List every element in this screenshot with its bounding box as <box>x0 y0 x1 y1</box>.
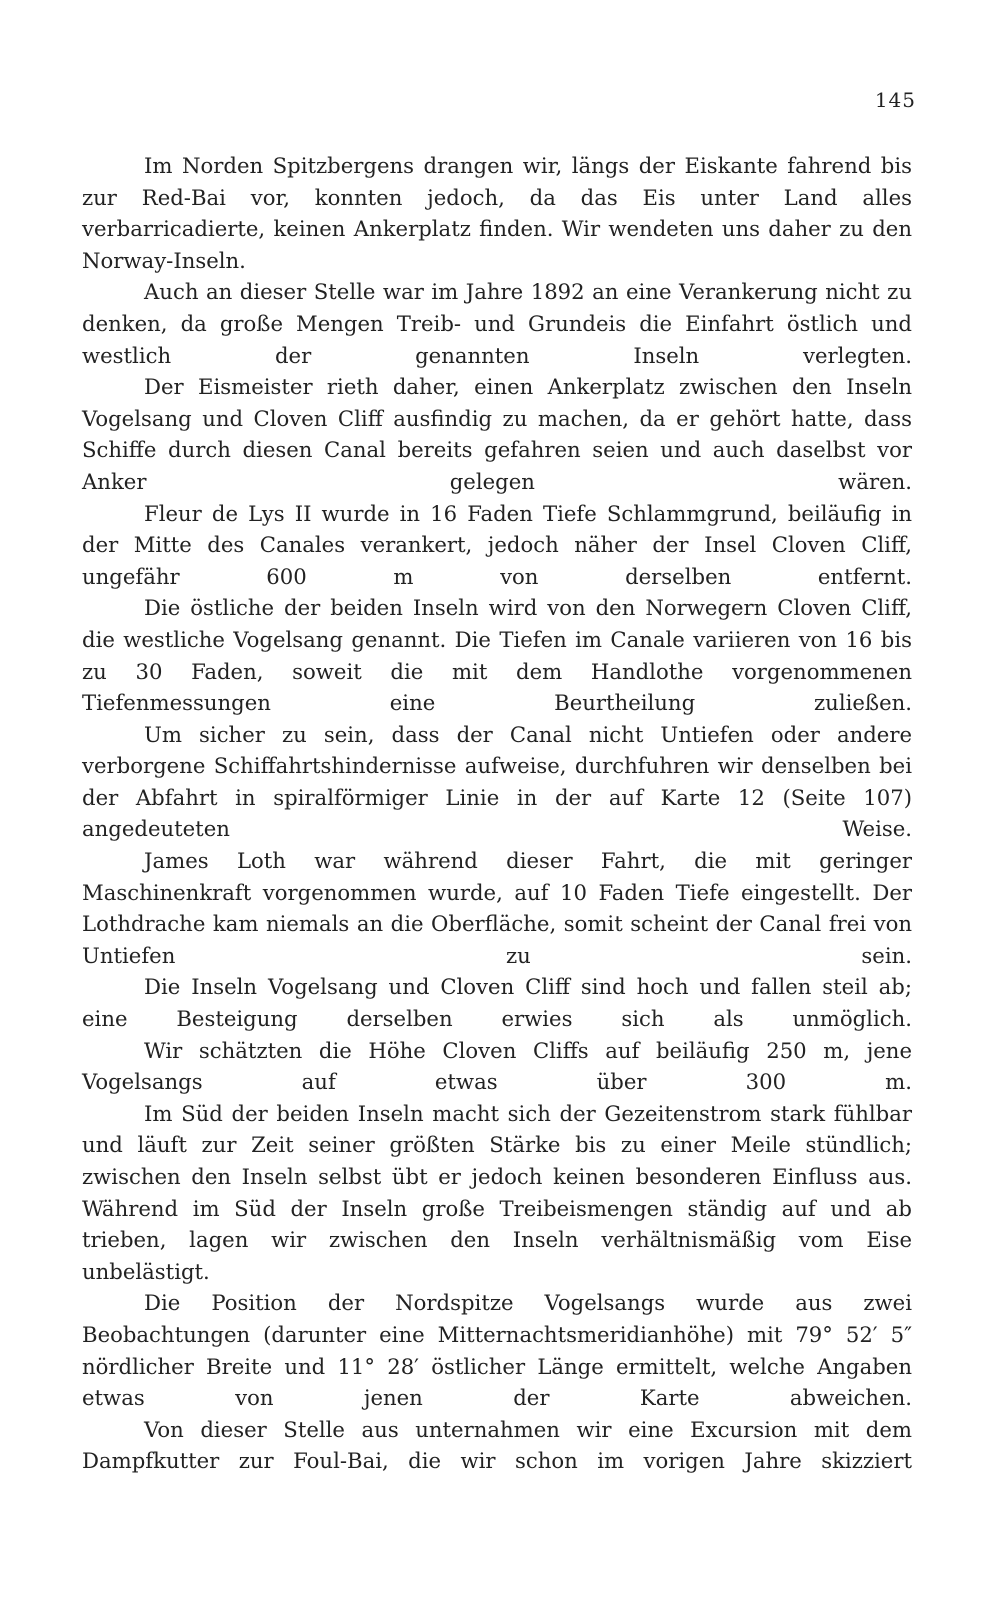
page-number: 145 <box>874 88 916 112</box>
paragraph: Fleur de Lys II wurde in 16 Faden Tiefe Schlammgrund, beiläufig in der Mitte des Canales verankert, jedoch näher der Insel Cloven Cliff, ungefähr 600 m von derselben entfernt. <box>82 500 912 589</box>
paragraph: Wir schätzten die Höhe Cloven Cliffs auf beiläufig 250 m, jene Vogelsangs auf etwas über 300 m. <box>82 1037 912 1095</box>
paragraph: Die östliche der beiden Inseln wird von den Norwegern Cloven Cliff, die westliche Vogelsang genannt. Die Tiefen im Canale variieren von 16 bis zu 30 Faden, soweit die mit dem Handlothe vorgenommenen Tiefenmessungen eine Beurtheilung zuließen. <box>82 595 912 716</box>
paragraph: James Loth war während dieser Fahrt, die mit geringer Maschinenkraft vorgenommen wurde, auf 10 Faden Tiefe eingestellt. Der Lothdrache kam niemals an die Oberfläche, somit scheint der Canal frei von Untiefen zu sein. <box>82 848 912 968</box>
paragraph: Der Eismeister rieth daher, einen Ankerplatz zwischen den Inseln Vogelsang und Cloven Cliff ausfindig zu machen, da er gehört hatte, dass Schiffe durch diesen Canal bereits gefahren seien und auch daselbst vor Anker gelegen wären. <box>82 374 912 494</box>
paragraph: Auch an dieser Stelle war im Jahre 1892 an eine Verankerung nicht zu denken, da große Mengen Treib- und Grundeis die Einfahrt östlich und westlich der genannten Inseln verlegten. <box>82 279 912 368</box>
paragraph: Um sicher zu sein, dass der Canal nicht Untiefen oder andere verborgene Schiffahrtshindernisse aufweise, durchfuhren wir denselben bei der Abfahrt in spiralförmiger Linie in der auf Karte 12 (Seite 107) angedeuteten Weise. <box>82 721 912 842</box>
paragraph: Die Inseln Vogelsang und Cloven Cliff sind hoch und fallen steil ab; eine Besteigung derselben erwies sich als unmöglich. <box>82 974 912 1032</box>
paragraph: Im Süd der beiden Inseln macht sich der Gezeitenstrom stark fühlbar und läuft zur Zeit seiner größten Stärke bis zu einer Meile stündlich; zwischen den Inseln selbst übt er jedoch keinen besonderen Einfluss aus. Während im Süd der Inseln große Treibeismengen ständig auf und ab trieben, lagen wir zwischen den Inseln verhältnismäßig vom Eise unbelästigt. <box>82 1100 912 1284</box>
body-text <box>82 150 912 1477</box>
paragraph: Im Norden Spitzbergens drangen wir, längs der Eiskante fahrend bis zur Red-Bai vor, konnten jedoch, da das Eis unter Land alles verbarricadierte, keinen Ankerplatz finden. Wir wendeten uns daher zu den Norway-Inseln. <box>82 153 912 273</box>
paragraph: Von dieser Stelle aus unternahmen wir eine Excursion mit dem Dampfkutter zur Foul-Bai, die wir schon im vorigen Jahre skizziert <box>82 1416 912 1474</box>
paragraph: Die Position der Nordspitze Vogelsangs wurde aus zwei Beobachtungen (darunter eine Mitternachtsmeridianhöhe) mit 79° 52′ 5″ nördlicher Breite und 11° 28′ östlicher Länge ermittelt, welche Angaben etwas von jenen der Karte abweichen. <box>82 1290 912 1411</box>
